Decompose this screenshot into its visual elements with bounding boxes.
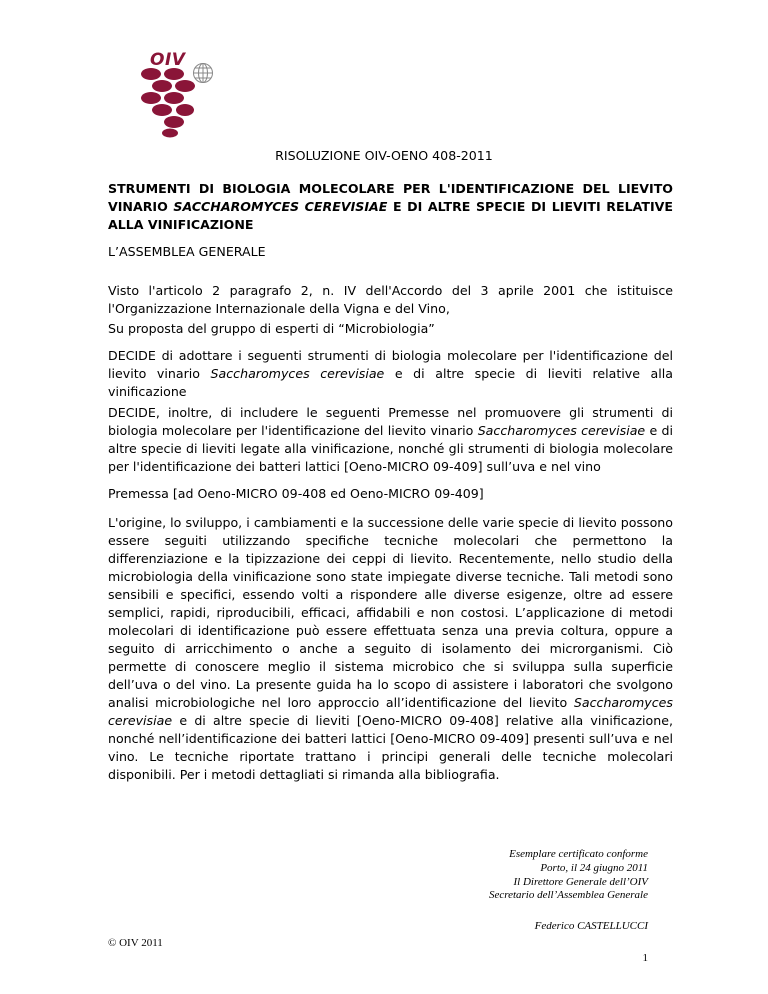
document-title xyxy=(108,180,673,234)
title-part-2: E DI ALTRE SPECIE DI LIEVITI RELATIVE ALLA VINIFICAZIONE xyxy=(108,199,674,232)
cert-line-1: Esemplare certificato conforme xyxy=(509,848,648,860)
resolution-number: RISOLUZIONE OIV-OENO 408-2011 xyxy=(275,148,493,163)
page-number: 1 xyxy=(642,952,648,964)
proposal-paragraph: Su proposta del gruppo di esperti di “Microbiologia” xyxy=(108,321,435,336)
signatory-name: Federico CASTELLUCCI xyxy=(534,920,648,932)
decide1-part-1: DECIDE di adottare i seguenti strumenti di biologia molecolare per l'identificazione del lievito vinario xyxy=(108,348,673,381)
decide2-part-2: e di altre specie di lieviti legate alla vinificazione, nonché gli strumenti di biologia molecolare per l'identificazione dei batteri lattici [Oeno-MICRO 09-409] sull’uva e nel vino xyxy=(108,423,673,474)
decide1-part-2: e di altre specie di lieviti relative alla vinificazione xyxy=(108,366,673,399)
decide-paragraph-2 xyxy=(108,404,673,476)
decide2-species: Saccharomyces cerevisiae xyxy=(477,423,646,438)
decide-paragraph-1 xyxy=(108,347,673,401)
premessa-body xyxy=(108,514,673,784)
body-part-1: L'origine, lo sviluppo, i cambiamenti e la successione delle varie specie di lievito possono essere seguiti utilizzando specifiche tecniche molecolari che permettono la differenziazione e la tipizzazione dei ceppi di lievito. Recentemente, nello studio della microbiologia della vinificazione sono state impiegate diverse tecniche. Tali metodi sono sensibili e specifici, essendo volti a rispondere alle diverse esigenze, oltre ad essere semplici, rapidi, riproducibili, efficaci, affidabili e non costosi. L’applicazione di metodi molecolari di identificazione può essere effettuata senza una previa coltura, oppure a seguito di arricchimento o anche a seguito di isolamento dei microrganismi. Ciò permette di conoscere meglio il sistema microbico che si sviluppa sulla superficie dell’uva o del vino. La presente guida ha lo scopo di assistere i laboratori che svolgono analisi microbiologiche nel loro approccio all’identificazione del lievito xyxy=(108,515,673,710)
certification-block xyxy=(489,848,648,903)
cert-line-3: Il Direttore Generale dell’OIV xyxy=(513,875,648,888)
decide1-species: Saccharomyces cerevisiae xyxy=(210,366,385,381)
cert-line-4: Secretario dell’Assemblea Generale xyxy=(488,889,648,902)
visto-paragraph: Visto l'articolo 2 paragrafo 2, n. IV dell'Accordo del 3 aprile 2001 che istituisce l'Organizzazione Internazionale della Vigna e del Vino, xyxy=(108,283,673,316)
assembly-heading: L’ASSEMBLEA GENERALE xyxy=(108,244,266,259)
copyright: © OIV 2011 xyxy=(108,937,163,949)
decide2-part-1: DECIDE, inoltre, di includere le seguenti Premesse nel promuovere gli strumenti di biologia molecolare per l'identificazione del lievito vinario xyxy=(108,405,673,438)
title-species: SACCHAROMYCES CEREVISIAE xyxy=(173,199,388,214)
body-part-2: e di altre specie di lieviti [Oeno-MICRO 09-408] relative alla vinificazione, nonché nell’identificazione dei batteri lattici [Oeno-MICRO 09-409] presenti sull’uva e nel vino. Le tecniche riportate trattano i principi generali delle tecniche molecolari disponibili. Per i metodi dettagliati si rimanda alla bibliografia. xyxy=(108,713,673,782)
title-part-1: STRUMENTI DI BIOLOGIA MOLECOLARE PER L'IDENTIFICAZIONE DEL LIEVITO VINARIO xyxy=(108,181,673,214)
cert-line-2: Porto, il 24 giugno 2011 xyxy=(540,861,648,874)
logo-text: OIV xyxy=(150,50,186,70)
globe-icon xyxy=(192,62,214,84)
premessa-heading: Premessa [ad Oeno-MICRO 09-408 ed Oeno-MICRO 09-409] xyxy=(108,486,484,501)
body-species: Saccharomyces cerevisiae xyxy=(108,695,673,728)
